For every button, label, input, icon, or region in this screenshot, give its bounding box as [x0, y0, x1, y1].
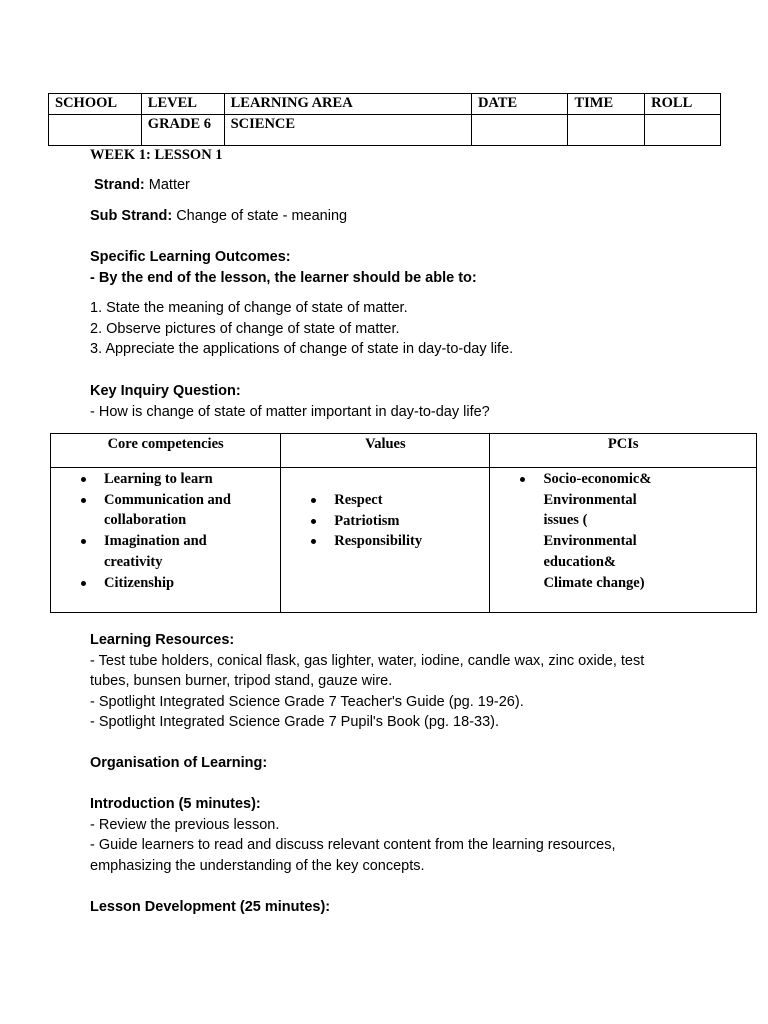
competencies-header-row: [51, 434, 757, 468]
pcis-header: PCIs: [490, 434, 757, 468]
bullet-icon: [81, 539, 86, 544]
outcomes-subheading: - By the end of the lesson, the learner should be able to:: [90, 269, 477, 286]
resources-heading: Learning Resources:: [90, 632, 235, 648]
strand-label: Strand:: [94, 177, 145, 193]
introduction-item: - Review the previous lesson.: [90, 816, 280, 833]
introduction-item: - Guide learners to read and discuss relevant content from the learning resources, emphasizing the understanding of the key concepts.: [90, 837, 616, 874]
level-value: GRADE 6: [141, 115, 224, 146]
pcis-list: [491, 469, 651, 593]
header-learning-area: LEARNING AREA: [224, 94, 471, 115]
inquiry-question: - How is change of state of matter important in day-to-day life?: [90, 403, 490, 420]
header-time: TIME: [568, 94, 645, 115]
outcomes-heading: Specific Learning Outcomes:: [90, 249, 291, 265]
inquiry-heading: Key Inquiry Question:: [90, 383, 241, 399]
roll-value: [645, 115, 721, 146]
date-value: [471, 115, 568, 146]
list-item: Responsibility: [282, 531, 488, 552]
bullet-icon: [520, 477, 525, 482]
header-row: [49, 94, 721, 115]
core-competencies-cell: [51, 468, 281, 613]
bullet-icon: [311, 519, 316, 524]
bullet-icon: [311, 498, 316, 503]
outcomes-list: [90, 298, 690, 360]
learning-area-value: SCIENCE: [224, 115, 471, 146]
week-lesson-title: WEEK 1: LESSON 1: [90, 147, 223, 163]
competencies-body-row: [51, 468, 757, 613]
outcome-item: 2. Observe pictures of change of state of matter.: [90, 320, 400, 337]
resource-item: - Spotlight Integrated Science Grade 7 Teacher's Guide (pg. 19-26).: [90, 693, 524, 710]
resource-item: - Spotlight Integrated Science Grade 7 Pupil's Book (pg. 18-33).: [90, 714, 500, 730]
outcomes-section: [90, 247, 690, 288]
list-item: Patriotism: [282, 511, 488, 532]
school-value: [49, 115, 142, 146]
resources-section: [90, 630, 690, 733]
lesson-header-table: [48, 93, 721, 146]
strand-value: Matter: [148, 177, 190, 193]
list-item: Citizenship: [52, 573, 252, 594]
time-value: [568, 115, 645, 146]
values-cell: [281, 468, 490, 613]
outcome-item: 1. State the meaning of change of state of matter.: [90, 300, 408, 316]
substrand-line: [90, 206, 690, 227]
bullet-icon: [81, 498, 86, 503]
list-item: Communication and collaboration: [52, 490, 252, 531]
substrand-label: Sub Strand:: [90, 208, 173, 224]
core-competencies-header: Core competencies: [51, 434, 281, 468]
bullet-icon: [81, 581, 86, 586]
outcome-item: 3. Appreciate the applications of change of state in day-to-day life.: [90, 341, 514, 357]
values-header: Values: [281, 434, 490, 468]
development-heading: Lesson Development (25 minutes):: [90, 899, 331, 915]
list-item: Learning to learn: [52, 469, 252, 490]
list-item: Socio-economic& Environmental issues ( Environmental education& Climate change): [491, 469, 651, 593]
header-school: SCHOOL: [49, 94, 142, 115]
bullet-icon: [311, 539, 316, 544]
list-item: Respect: [282, 490, 488, 511]
bullet-icon: [81, 477, 86, 482]
pcis-cell: [490, 468, 757, 613]
introduction-heading: Introduction (5 minutes):: [90, 796, 261, 812]
organisation-heading: Organisation of Learning:: [90, 755, 268, 771]
introduction-section: [90, 794, 650, 876]
core-competencies-list: [52, 469, 252, 593]
header-values-row: [49, 115, 721, 146]
inquiry-section: [90, 381, 690, 422]
header-level: LEVEL: [141, 94, 224, 115]
header-date: DATE: [471, 94, 568, 115]
resource-item: - Test tube holders, conical flask, gas lighter, water, iodine, candle wax, zinc oxide, test tubes, bunsen burner, tripod stand, gauze wire.: [90, 652, 645, 689]
header-roll: ROLL: [645, 94, 721, 115]
values-list: [282, 469, 488, 552]
competencies-table: [50, 433, 757, 613]
substrand-value: Change of state - meaning: [176, 208, 348, 224]
list-item: Imagination and creativity: [52, 531, 252, 572]
strand-line: [94, 175, 694, 196]
